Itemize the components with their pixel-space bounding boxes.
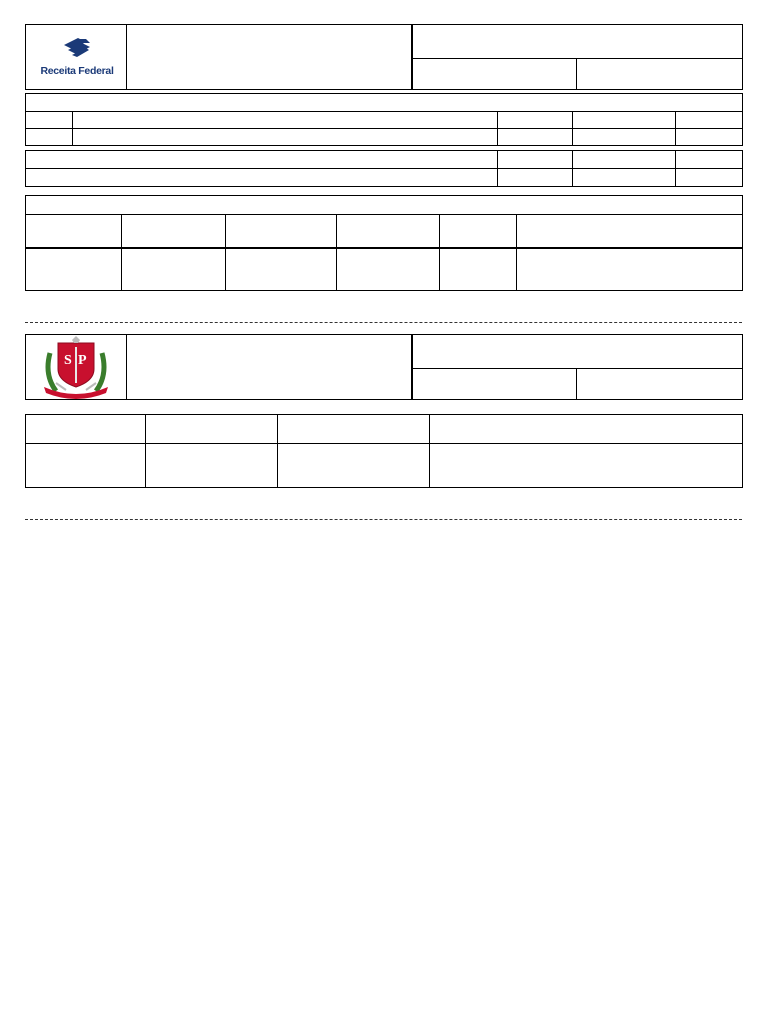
sao-paulo-coat-of-arms-icon bbox=[26, 335, 126, 399]
cut-line-2 bbox=[25, 519, 742, 520]
federal-form-table-3 bbox=[25, 195, 743, 291]
federal-header bbox=[25, 24, 743, 90]
federal-form-table-2 bbox=[25, 150, 743, 187]
receita-federal-wordmark: Receita Federal bbox=[40, 65, 114, 77]
federal-form-table-1 bbox=[25, 93, 743, 146]
svg-text:P: P bbox=[78, 353, 87, 368]
receita-federal-emblem-icon bbox=[26, 25, 126, 65]
sao-paulo-logo bbox=[26, 335, 126, 399]
svg-text:S: S bbox=[64, 353, 72, 368]
receita-federal-logo bbox=[26, 25, 126, 89]
state-header bbox=[25, 334, 743, 400]
state-form-table bbox=[25, 414, 743, 488]
cut-line-1 bbox=[25, 322, 742, 323]
